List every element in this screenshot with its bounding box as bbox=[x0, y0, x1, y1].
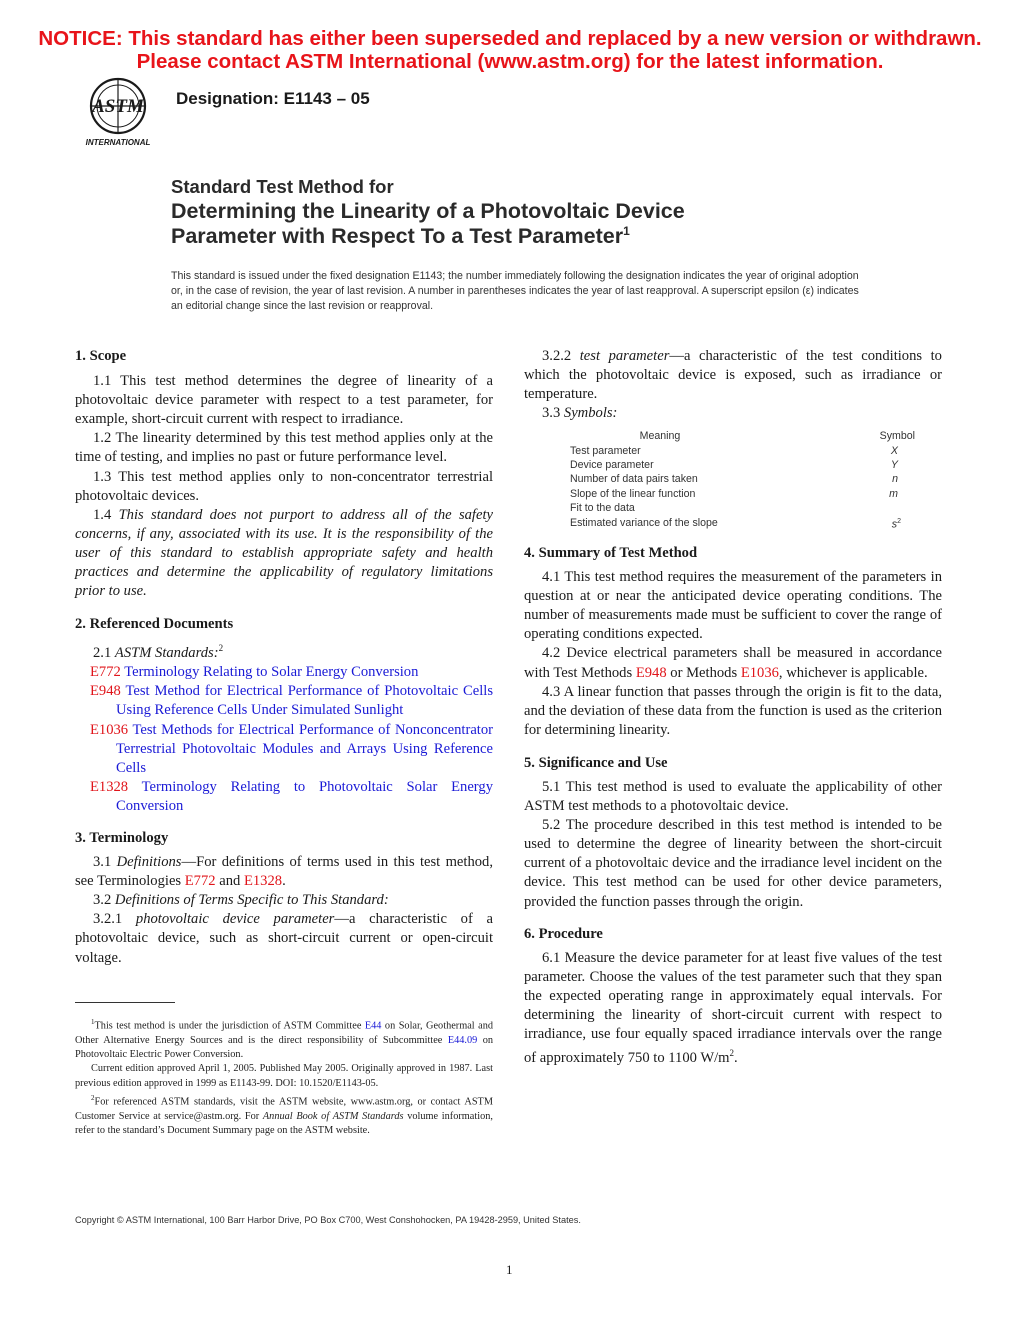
table-row: Number of data pairs taken n bbox=[570, 473, 898, 486]
ref-e1036[interactable]: E1036 Test Methods for Electrical Performance of Nonconcentrator Terrestrial Photovoltaic Modules and Arrays Using Reference Cells bbox=[90, 721, 494, 776]
page-number: 1 bbox=[506, 1262, 513, 1277]
summary-heading: 4. Summary of Test Method bbox=[524, 544, 698, 561]
para-4-3: 4.3 A linear function that passes through the origin is fit to the data, and the deviation of these data from the function is used as the criterion for determining linearity. bbox=[524, 683, 942, 738]
significance-heading: 5. Significance and Use bbox=[524, 754, 668, 771]
logo-subtext: INTERNATIONAL bbox=[85, 138, 151, 147]
para-3-2-1: 3.2.1 photovoltaic device parameter—a characteristic of a photovoltaic device, such as short-circuit current or open-circuit voltage. bbox=[75, 911, 493, 966]
refdocs-heading: 2. Referenced Documents bbox=[75, 616, 234, 633]
para-1-1: 1.1 This test method determines the degree of linearity of a photovoltaic device parameter with respect to a test parameter, for example, short-circuit current with respect to irradiance. bbox=[75, 373, 493, 428]
notice-line-2: Please contact ASTM International (www.astm.org) for the latest information. bbox=[136, 50, 884, 73]
footnote-1: $^1$This test method is under the jurisdiction of ASTM Committee E44 on Solar, Geothermal and Other Alternative Energy Sources and is the direct responsibility of Subcommittee E44.09 on Photovoltaic Electric Power Conversion. bbox=[75, 1018, 493, 1061]
ref-e772[interactable]: E772 Terminology Relating to Solar Energy Conversion bbox=[90, 664, 419, 681]
ref-e948[interactable]: E948 Test Method for Electrical Performance of Photovoltaic Cells Using Reference Cells Under Simulated Sunlight bbox=[90, 683, 493, 719]
symbols-header bbox=[570, 429, 915, 443]
table-row: Estimated variance of the slope $s^2$ bbox=[570, 517, 901, 531]
para-5-2: 5.2 The procedure described in this test method is intended to be used to determine the degree of linearity between the short-circuit current of a photovoltaic device and the irradiance level incident on the device. This test method can be used for other device parameters, provided the function passes through the origin. bbox=[524, 817, 942, 910]
symbols-table bbox=[570, 429, 915, 532]
para-1-4: 1.4 This standard does not purport to address all of the safety concerns, if any, associated with its use. It is the responsibility of the user of this standard to establish appropriate safety and health practices and determine the applicability of regulatory limitations prior to use. bbox=[75, 506, 493, 600]
table-row: Slope of the linear function m bbox=[570, 487, 898, 500]
footnote-edition: Current edition approved April 1, 2005. Published May 2005. Originally approved in 1987. Last previous edition approved in 1999 as E1143-99. DOI: 10.1520/E1143-05. bbox=[75, 1063, 493, 1089]
link-e1328[interactable]: E1328 bbox=[243, 873, 283, 890]
para-4-1: 4.1 This test method requires the measurement of the parameters in question at or near the anticipated device operating conditions. The number of measurements made must be sufficient to cover the range of operating conditions expected. bbox=[524, 569, 942, 643]
right-column bbox=[524, 347, 942, 1068]
para-1-2: 1.2 The linearity determined by this test method applies only at the time of testing, and implies no past or future performance level. bbox=[75, 430, 493, 466]
para-3-1: 3.1 Definitions—For definitions of terms used in this test method, see Terminologies E772 and E1328. bbox=[75, 854, 493, 890]
footnotes bbox=[75, 1015, 493, 1138]
notice-line-1: NOTICE: This standard has either been superseded and replaced by a new version or withdrawn. bbox=[38, 27, 982, 50]
para-3-2: 3.2 Definitions of Terms Specific to This Standard: bbox=[93, 892, 389, 909]
para-3-3: 3.3 Symbols: bbox=[542, 405, 618, 422]
scope-heading: 1. Scope bbox=[75, 348, 127, 364]
link-e772[interactable]: E772 bbox=[184, 873, 216, 890]
link-e44[interactable]: E44 bbox=[364, 1020, 382, 1032]
ref-e1328[interactable]: E1328 Terminology Relating to Photovoltaic Solar Energy Conversion bbox=[90, 778, 493, 814]
para-3-2-2: 3.2.2 test parameter—a characteristic of the test conditions to which the photovoltaic device is exposed, such as irradiance or temperature. bbox=[524, 348, 942, 403]
title-line-1: Standard Test Method for bbox=[171, 176, 394, 197]
para-2-1: 2.1 ASTM Standards:$^2$ bbox=[93, 643, 224, 662]
footnote-2: $^2$For referenced ASTM standards, visit the ASTM website, www.astm.org, or contact ASTM Customer Service at service@astm.org. For Annual Book of ASTM Standards volume information, refer to the standard’s Document Summary page on the ASTM website. bbox=[75, 1093, 493, 1136]
left-column bbox=[75, 347, 493, 968]
table-row: Device parameter Y bbox=[570, 458, 898, 471]
para-4-2: 4.2 Device electrical parameters shall be measured in accordance with Test Methods E948 or Methods E1036, whichever is applicable. bbox=[524, 645, 942, 681]
copyright: Copyright © ASTM International, 100 Barr Harbor Drive, PO Box C700, West Conshohocken, PA 19428-2959, United States. bbox=[75, 1215, 581, 1225]
table-row: Fit to the data bbox=[570, 501, 635, 514]
title-line-3: Parameter with Respect To a Test Parameter$^1$ bbox=[171, 224, 630, 249]
table-row: Test parameter X bbox=[570, 444, 898, 457]
symbols-header-meaning: Meaning bbox=[639, 430, 681, 443]
para-1-3: 1.3 This test method applies only to non-concentrator terrestrial photovoltaic devices. bbox=[75, 468, 493, 504]
link-e44-09[interactable]: E44.09 bbox=[447, 1034, 478, 1046]
procedure-heading: 6. Procedure bbox=[524, 925, 603, 942]
designation: Designation: E1143 – 05 bbox=[176, 89, 370, 108]
footnote-rule bbox=[75, 1002, 175, 1003]
standard-note: This standard is issued under the fixed designation E1143; the number immediately following the designation indicates the year of original adoption or, in the case of revision, the year of last revision. A number in parentheses indicates the year of last reapproval. A superscript epsilon (ε) indicates an editorial change since the last revision or reapproval. bbox=[171, 270, 859, 312]
astm-logo bbox=[76, 76, 160, 148]
terminology-heading: 3. Terminology bbox=[75, 830, 169, 847]
para-6-1: 6.1 Measure the device parameter for at least five values of the test parameter. Choose the values of the test parameter such that they span the expected operating range in approximately equal intervals. For determining the linearity of short-circuit current with respect to irradiance, use four equally spaced irradiance intervals over the range of approximately 750 to 1100 $W/m^2$. bbox=[524, 949, 942, 1067]
link-e1036[interactable]: E1036 bbox=[740, 664, 779, 681]
title-line-2: Determining the Linearity of a Photovoltaic Device bbox=[171, 199, 685, 223]
link-e948[interactable]: E948 bbox=[635, 664, 667, 681]
logo-text: ASTM bbox=[92, 96, 144, 117]
para-5-1: 5.1 This test method is used to evaluate the applicability of other ASTM test methods to a photovoltaic device. bbox=[524, 779, 942, 815]
symbols-header-symbol: Symbol bbox=[879, 430, 915, 443]
